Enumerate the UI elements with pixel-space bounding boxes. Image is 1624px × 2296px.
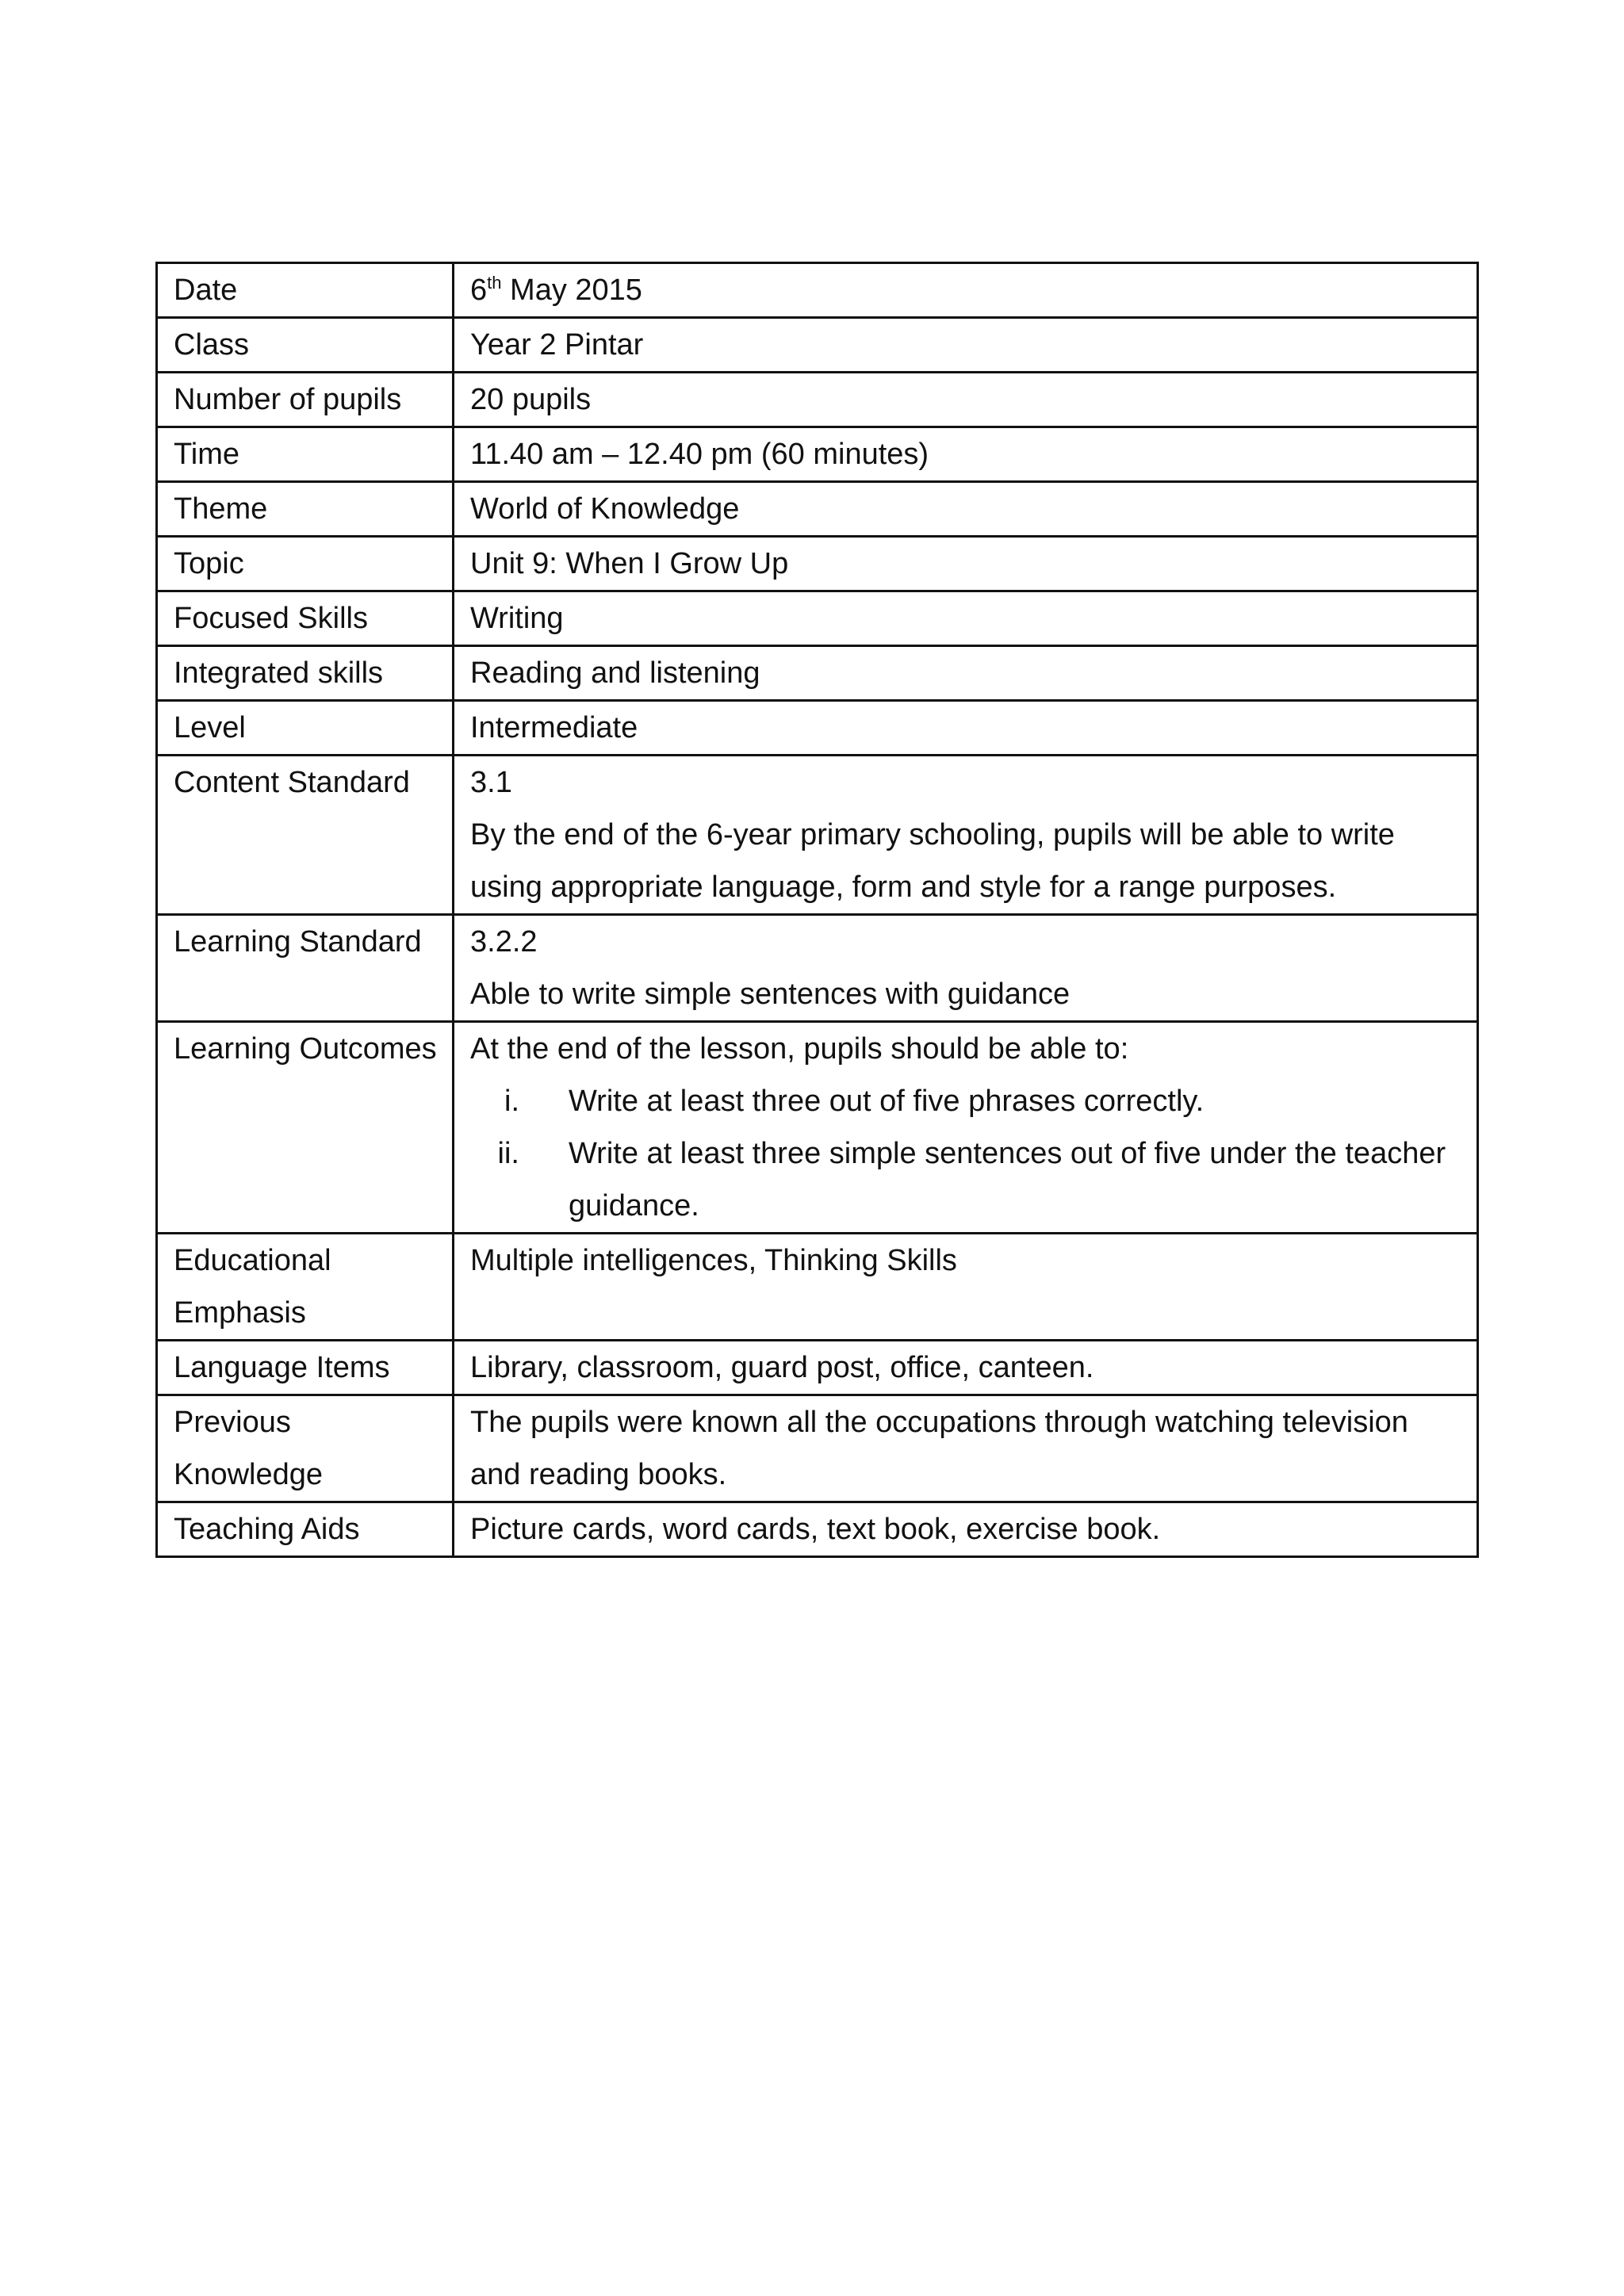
- value-educational-emphasis: Multiple intelligences, Thinking Skills: [454, 1234, 1478, 1341]
- list-item-text: Write at least three out of five phrases correctly.: [569, 1085, 1205, 1118]
- row-class: [157, 318, 1478, 373]
- row-topic: [157, 537, 1478, 591]
- value-class: Year 2 Pintar: [454, 318, 1478, 373]
- value-time: 11.40 am – 12.40 pm (60 minutes): [454, 427, 1478, 482]
- value-integrated-skills: Reading and listening: [454, 646, 1478, 701]
- label-number-of-pupils: Number of pupils: [157, 373, 454, 427]
- row-date: [157, 263, 1478, 318]
- label-educational-emphasis: [157, 1234, 454, 1341]
- row-learning-outcomes: [157, 1022, 1478, 1234]
- row-language-items: [157, 1341, 1478, 1395]
- label-educational-emphasis-line1: Educational: [174, 1244, 331, 1277]
- date-month-year: May 2015: [501, 274, 642, 307]
- row-integrated-skills: [157, 646, 1478, 701]
- label-learning-standard: Learning Standard: [157, 915, 454, 1022]
- row-educational-emphasis: [157, 1234, 1478, 1341]
- value-theme: World of Knowledge: [454, 482, 1478, 537]
- row-content-standard: [157, 756, 1478, 915]
- row-focused-skills: [157, 591, 1478, 646]
- label-previous-knowledge-line2: Knowledge: [174, 1458, 324, 1491]
- list-item: [470, 1127, 1464, 1232]
- date-day: 6: [470, 274, 488, 307]
- content-standard-text: By the end of the 6-year primary schooling, pupils will be able to write using appropriate language, form and style for a range purposes.: [470, 818, 1395, 904]
- label-focused-skills: Focused Skills: [157, 591, 454, 646]
- label-level: Level: [157, 701, 454, 756]
- value-previous-knowledge: The pupils were known all the occupations through watching television and reading books.: [454, 1395, 1478, 1502]
- label-learning-outcomes: Learning Outcomes: [157, 1022, 454, 1234]
- value-topic: Unit 9: When I Grow Up: [454, 537, 1478, 591]
- value-focused-skills: Writing: [454, 591, 1478, 646]
- learning-standard-text: Able to write simple sentences with guidance: [470, 978, 1071, 1011]
- row-theme: [157, 482, 1478, 537]
- label-theme: Theme: [157, 482, 454, 537]
- label-topic: Topic: [157, 537, 454, 591]
- label-educational-emphasis-line2: Emphasis: [174, 1296, 306, 1330]
- label-date: Date: [157, 263, 454, 318]
- row-level: [157, 701, 1478, 756]
- value-number-of-pupils: 20 pupils: [454, 373, 1478, 427]
- row-teaching-aids: [157, 1502, 1478, 1557]
- label-time: Time: [157, 427, 454, 482]
- label-teaching-aids: Teaching Aids: [157, 1502, 454, 1557]
- list-item-number: i.: [504, 1085, 519, 1118]
- label-previous-knowledge: [157, 1395, 454, 1502]
- date-ordinal: th: [487, 273, 502, 293]
- row-previous-knowledge: [157, 1395, 1478, 1502]
- learning-outcomes-intro: At the end of the lesson, pupils should be able to:: [470, 1032, 1129, 1066]
- label-language-items: Language Items: [157, 1341, 454, 1395]
- list-item: [470, 1075, 1464, 1127]
- row-number-of-pupils: [157, 373, 1478, 427]
- value-level: Intermediate: [454, 701, 1478, 756]
- label-class: Class: [157, 318, 454, 373]
- value-teaching-aids: Picture cards, word cards, text book, exercise book.: [454, 1502, 1478, 1557]
- list-item-text: Write at least three simple sentences out of five under the teacher guidance.: [569, 1137, 1446, 1223]
- row-time: [157, 427, 1478, 482]
- value-language-items: Library, classroom, guard post, office, canteen.: [454, 1341, 1478, 1395]
- value-date: [454, 263, 1478, 318]
- row-learning-standard: [157, 915, 1478, 1022]
- label-integrated-skills: Integrated skills: [157, 646, 454, 701]
- lesson-plan-table: [155, 262, 1479, 1558]
- learning-standard-code: 3.2.2: [470, 925, 538, 959]
- label-previous-knowledge-line1: Previous: [174, 1406, 291, 1439]
- learning-outcomes-list: [470, 1075, 1464, 1232]
- list-item-number: ii.: [497, 1137, 519, 1170]
- content-standard-code: 3.1: [470, 766, 512, 799]
- value-learning-outcomes: [454, 1022, 1478, 1234]
- value-content-standard: [454, 756, 1478, 915]
- value-learning-standard: [454, 915, 1478, 1022]
- label-content-standard: Content Standard: [157, 756, 454, 915]
